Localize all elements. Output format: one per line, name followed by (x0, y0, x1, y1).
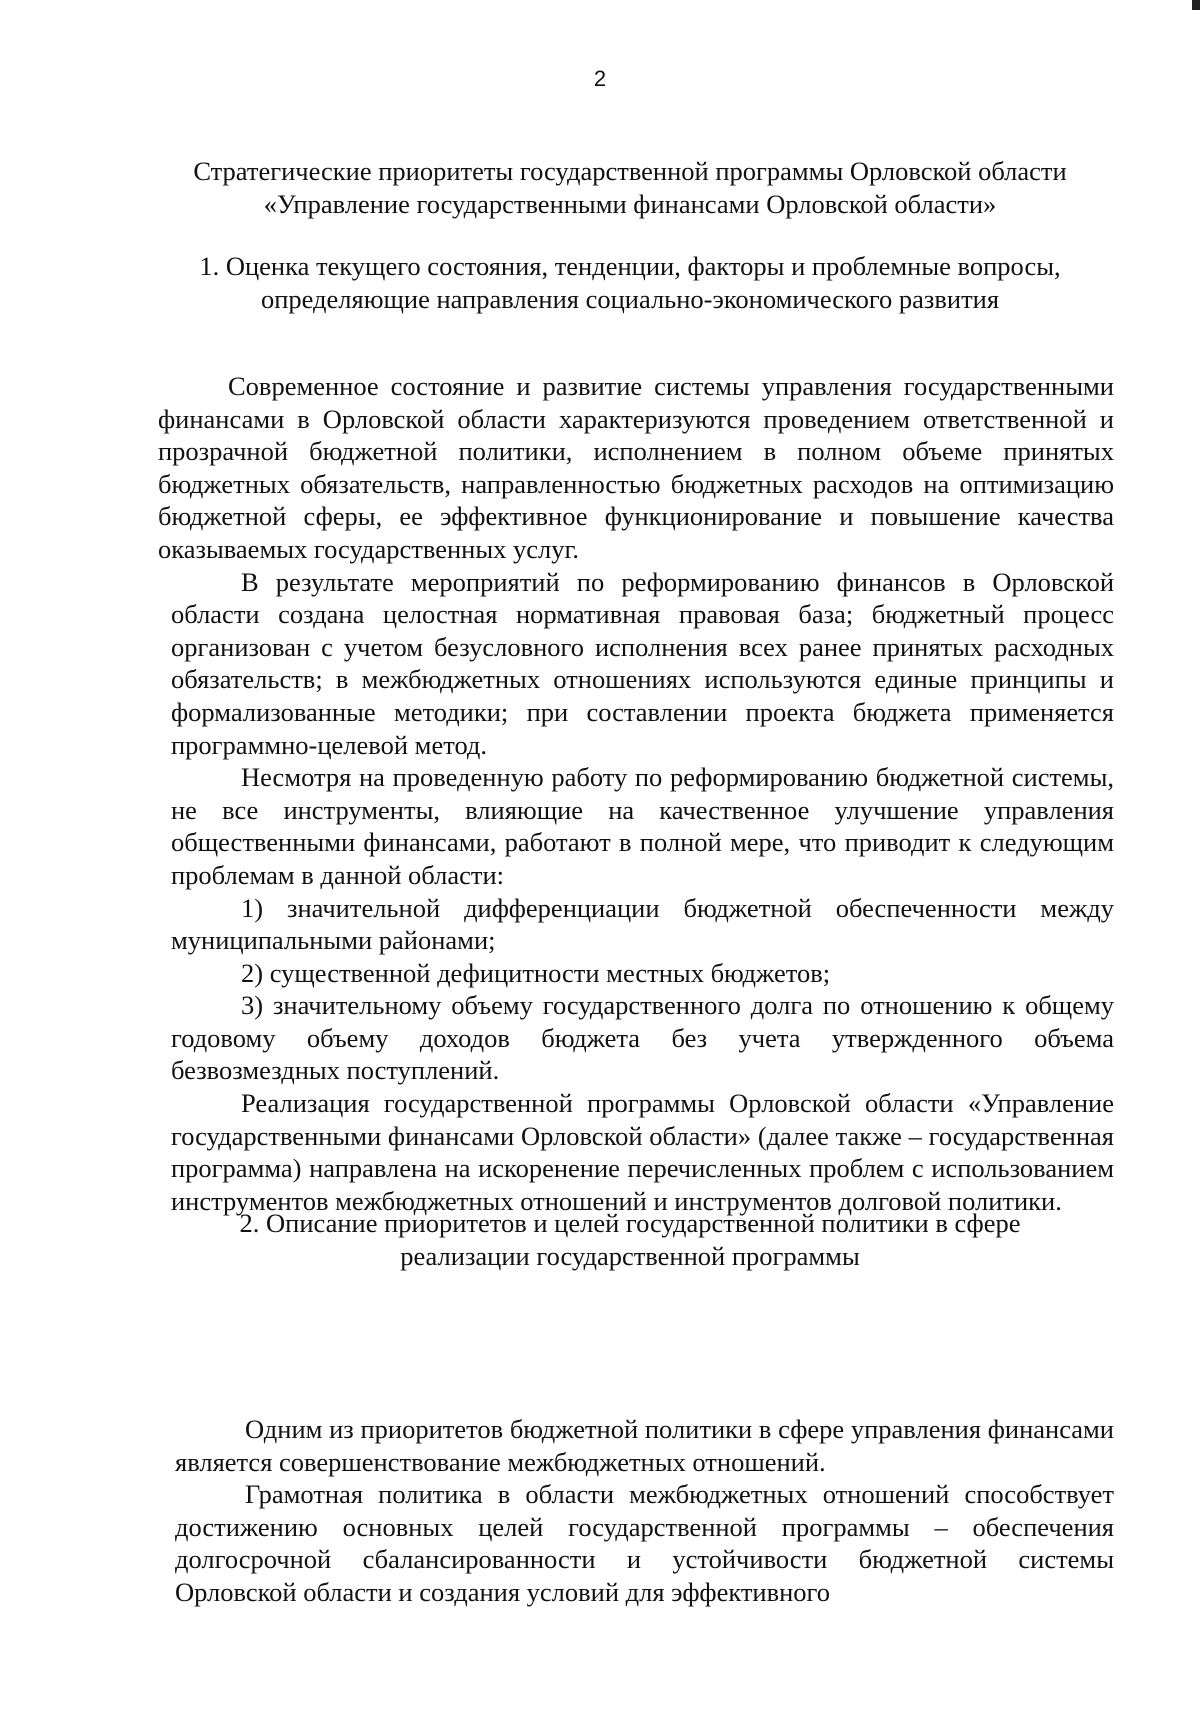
list-item: 3) значительному объему государственного долга по отношению к общему годовому объему доходов бюджета без учета утвержденного объема безвозмездных поступлений. (171, 990, 1114, 1086)
document-title-line-1: Стратегические приоритеты государственной программы Орловской области (193, 156, 1067, 186)
list-item: 1) значительной дифференциации бюджетной обеспеченности между муниципальными районами; (171, 892, 1114, 956)
paragraph: В результате мероприятий по реформированию финансов в Орловской области создана целостная нормативная правовая база; бюджетный процесс организован с учетом безусловного исполнения всех ранее принятых расходных обязательств; в межбюджетных отношениях используются единые принципы и формализованные методики; при составлении проекта бюджета применяется программно-целевой метод. (171, 566, 1114, 760)
document-title-line-2: «Управление государственными финансами Орловской области» (263, 189, 997, 219)
paragraph: Грамотная политика в области межбюджетных отношений способствует достижению основных целей государственной программы – обеспечения долгосрочной сбалансированности и устойчивости бюджетной системы Орловской области и создания условий для эффективного (175, 1479, 1114, 1607)
section-2-heading-line-1: 2. Описание приоритетов и целей государственной политики в сфере (239, 1208, 1021, 1238)
section-2-body (175, 1413, 1114, 1609)
paragraph: Одним из приоритетов бюджетной политики в сфере управления финансами является совершенствование межбюджетных отношений. (175, 1414, 1114, 1477)
section-2-heading (150, 1207, 1110, 1273)
paragraph: Современное состояние и развитие системы управления государственными финансами в Орловской области характеризуются проведением ответственной и прозрачной бюджетной политики, исполнением в полном объеме принятых бюджетных обязательств, направленностью бюджетных расходов на оптимизацию бюджетной сферы, ее эффективное функционирование и повышение качества оказываемых государственных услуг. (158, 371, 1114, 564)
section-1-heading-line-2: определяющие направления социально-экономического развития (260, 284, 1000, 314)
page-number: 2 (593, 66, 607, 91)
paragraph: Реализация государственной программы Орловской области «Управление государственными финансами Орловской области» (далее также – государственная программа) направлена на искоренение перечисленных проблем с использованием инструментов межбюджетных отношений и инструментов долговой политики. (171, 1088, 1114, 1216)
section-2-heading-line-2: реализации государственной программы (400, 1241, 860, 1271)
document-title (150, 155, 1110, 221)
section-1-heading-line-1: 1. Оценка текущего состояния, тенденции, факторы и проблемные вопросы, (199, 251, 1061, 281)
scan-edge-mark (1192, 0, 1200, 10)
paragraph: Несмотря на проведенную работу по реформированию бюджетной системы, не все инструменты, влияющие на качественное улучшение управления общественными финансами, работают в полной мере, что приводит к следующим проблемам в данной области: (171, 762, 1114, 890)
section-1-body (158, 370, 1114, 1217)
list-item: 2) существенной дефицитности местных бюджетов; (241, 957, 831, 988)
section-1-heading (150, 250, 1110, 316)
